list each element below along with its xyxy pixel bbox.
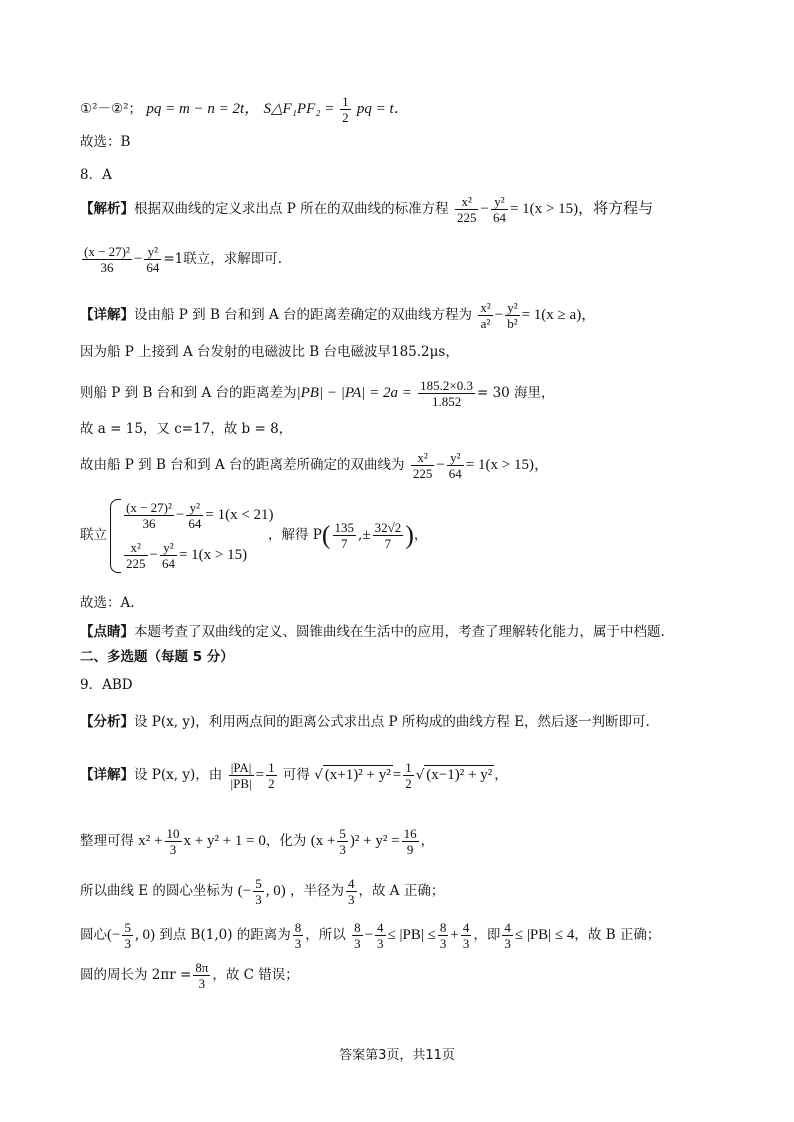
q9-detail: 【详解】设 P(x, y)，由 $\frac{|PA|}{|PB|}$ = $\frac{1}{2}$ 可得 √ (x+1)² + y² = $\frac{1}{2}$ √ (x−1)² + y² ， bbox=[80, 760, 508, 791]
tag-analysis: 【解析】 bbox=[80, 201, 134, 217]
q8-analysis-text: 根据双曲线的定义求出点 P 所在的双曲线的标准方程 bbox=[134, 201, 449, 217]
frac-16-9: $\frac{16}{9}$ bbox=[403, 826, 417, 857]
frac-sys-x2: $\frac{\text{x²}}{225}$ bbox=[126, 540, 146, 571]
frac-8-3b: $\frac{8}{3}$ bbox=[354, 920, 361, 951]
frac-4-3: $\frac{4}{3}$ bbox=[348, 876, 355, 907]
eq-pq: pq = m − n = 2t， bbox=[146, 101, 260, 117]
frac-8-3c: $\frac{8}{3}$ bbox=[439, 920, 447, 951]
frac-8-3a: $\frac{8}{3}$ bbox=[294, 920, 302, 951]
eq-pb-pa: |PB| − |PA| = 2a = bbox=[296, 385, 412, 401]
q9-head: 9．ABD bbox=[80, 677, 133, 693]
frac-4-3c: $\frac{4}{3}$ bbox=[462, 920, 470, 951]
q8-distance-diff: 则船 P 到 B 台和到 A 台的距离差为|PB| − |PA| = 2a = $\frac{185.2\times 0.3}{1.852}$ = 30 海里， bbox=[80, 378, 555, 409]
eq-area-tail: pq = t． bbox=[356, 101, 409, 117]
frac-135-7: $\frac{135}{7}$ bbox=[334, 520, 355, 551]
frac-8pi-3: $\frac{8\pi}{3}$ bbox=[195, 960, 209, 991]
frac-y2-64c: $\frac{\text{y²}}{64}$ bbox=[448, 450, 462, 481]
frac-5-3c: $\frac{5}{3}$ bbox=[124, 920, 131, 951]
q9-circumference: 圆的周长为 2πr = $\frac{8\pi}{3}$ ，故 C 错误； bbox=[80, 960, 299, 991]
q8-diff-tail: = 30 海里， bbox=[476, 385, 555, 401]
frac-x2-225b: $\frac{\text{x²}}{225}$ bbox=[412, 450, 433, 481]
tag-detail: 【详解】 bbox=[80, 307, 134, 323]
frac-x27-36: $\frac{\text{(x − 27)²}}{36}$ bbox=[84, 244, 130, 275]
q8-because: 因为船 P 上接到 A 台发射的电磁波比 B 台电磁波早185.2μs， bbox=[80, 344, 459, 360]
q8-detail-tail: = 1(x ≥ a)， bbox=[521, 307, 597, 323]
tag-detail-9: 【详解】 bbox=[80, 767, 134, 783]
frac-5-3: $\frac{5}{3}$ bbox=[339, 826, 346, 857]
q9-distance: 圆心(− $\frac{5}{3}$ , 0) 到点 B(1,0) 的距离为 $\frac{8}{3}$ ，所以 $\frac{8}{3}$ − $\frac{4}{3}$ ≤ |PB| ≤ $\frac{8}{3}$ + $\frac{4}{3}$ ，即 $\frac{4}{3}$ ≤ |PB| ≤ 4，故 B 正确； bbox=[80, 920, 661, 951]
frac-x2-225: $\frac{\text{x²}}{225}$ bbox=[456, 194, 477, 225]
frac-10-3: $\frac{10}{3}$ bbox=[166, 826, 180, 857]
frac-y2-64: $\frac{\text{y²}}{64}$ bbox=[492, 194, 506, 225]
q8-detail: 【详解】设由船 P 到 B 台和到 A 台的距离差确定的双曲线方程为 $\frac{\text{x²}}{\text{a²}}$ − $\frac{\text{y²}}{\text{b²}}$ = 1(x ≥ a)， bbox=[80, 300, 597, 331]
frac-sys-y2b: $\frac{\text{y²}}{64}$ bbox=[161, 540, 175, 571]
q8-so: 故由船 P 到 B 台和到 A 台的距离差所确定的双曲线为 $\frac{\text{x²}}{225}$ − $\frac{\text{y²}}{64}$ = 1(x > 15)， bbox=[80, 450, 549, 481]
q8-head: 8．A bbox=[80, 167, 112, 183]
sqrt-left: (x+1)² + y² bbox=[324, 767, 391, 783]
frac-4-3b: $\frac{4}{3}$ bbox=[377, 920, 384, 951]
q8-solve: ，解得 P( $\frac{135}{7}$ ,± $\frac{32√2}{7}$ )， bbox=[268, 520, 428, 551]
frac-sys-y2a: $\frac{\text{y²}}{64}$ bbox=[188, 500, 202, 531]
eq-area: S△F₁PF₂ = bbox=[263, 101, 339, 117]
q8-lianli-label: 联立 bbox=[80, 527, 107, 543]
frac-y2-64b: $\frac{\text{y²}}{64}$ bbox=[146, 244, 160, 275]
frac-y2-b2: $\frac{\text{y²}}{\text{b²}}$ bbox=[507, 300, 518, 331]
q8-analysis-line2: $\frac{\text{(x − 27)²}}{36}$ − $\frac{\text{y²}}{64}$ =1联立，求解即可. bbox=[84, 244, 283, 275]
frac-half: $\frac{1}{2}$ bbox=[342, 94, 349, 125]
q8-answer: 故选：A. bbox=[80, 595, 135, 611]
q8-analysis: 【解析】根据双曲线的定义求出点 P 所在的双曲线的标准方程 $\frac{\text{x²}}{225}$ − $\frac{\text{y²}}{64}$ = 1(x > 15)，将方程与 bbox=[80, 194, 654, 225]
q8-analysis-line2-tail: =1联立，求解即可. bbox=[163, 251, 283, 267]
frac-32r2-7: $\frac{32√2}{7}$ bbox=[374, 520, 402, 551]
frac-sys-x27: $\frac{\text{(x − 27)²}}{36}$ bbox=[126, 500, 172, 531]
line-1 bbox=[80, 94, 754, 125]
tag-comment: 【点睛】 bbox=[80, 624, 134, 640]
q9-center: 所以曲线 E 的圆心坐标为 (− $\frac{5}{3}$ , 0) ，半径为 $\frac{4}{3}$ ，故 A 正确； bbox=[80, 876, 445, 907]
q9-analysis: 【分析】设 P(x, y)，利用两点间的距离公式求出点 P 所构成的曲线方程 E，然后逐一判断即可. bbox=[80, 714, 650, 730]
frac-calc: $\frac{185.2\times 0.3}{1.852}$ bbox=[420, 378, 473, 409]
system-brace bbox=[110, 499, 121, 573]
frac-half-3: $\frac{1}{2}$ bbox=[405, 760, 412, 791]
section-multichoice: 二、多选题（每题 5 分） bbox=[80, 649, 234, 665]
system-eq-1: $\frac{\text{(x − 27)²}}{36}$ − $\frac{\text{y²}}{64}$ = 1(x < 21) bbox=[126, 500, 274, 531]
frac-4-3d: $\frac{4}{3}$ bbox=[504, 920, 511, 951]
circled-ops: ①²－②²； bbox=[80, 101, 143, 117]
q8-a-b: 故 a = 15，又 c=17，故 b = 8， bbox=[80, 421, 293, 437]
q8-detail-text: 设由船 P 到 B 台和到 A 台的距离差确定的双曲线方程为 bbox=[134, 307, 473, 323]
q8-analysis-tail: = 1(x > 15)，将方程与 bbox=[509, 201, 654, 217]
q8-comment: 【点睛】本题考查了双曲线的定义、圆锥曲线在生活中的应用，考查了理解转化能力，属于中档题. bbox=[80, 624, 665, 640]
tag-fenxi: 【分析】 bbox=[80, 714, 134, 730]
frac-pa-pb: $\frac{|PA|}{|PB|}$ bbox=[230, 760, 252, 791]
line-choose-b: 故选：B bbox=[80, 134, 131, 150]
frac-x2-a2: $\frac{\text{x²}}{\text{a²}}$ bbox=[480, 300, 491, 331]
page-footer: 答案第3页，共11页 bbox=[339, 1048, 455, 1063]
system-eq-2: $\frac{\text{x²}}{225}$ − $\frac{\text{y²}}{64}$ = 1(x > 15) bbox=[126, 540, 248, 571]
frac-half-2: $\frac{1}{2}$ bbox=[268, 760, 275, 791]
q9-simplify: 整理可得 x² + $\frac{10}{3}$ x + y² + 1 = 0，化为 (x + $\frac{5}{3}$ )² + y² = $\frac{16}{9}$ ， bbox=[80, 826, 435, 857]
sqrt-right: (x−1)² + y² bbox=[426, 767, 493, 783]
frac-5-3b: $\frac{5}{3}$ bbox=[255, 876, 262, 907]
